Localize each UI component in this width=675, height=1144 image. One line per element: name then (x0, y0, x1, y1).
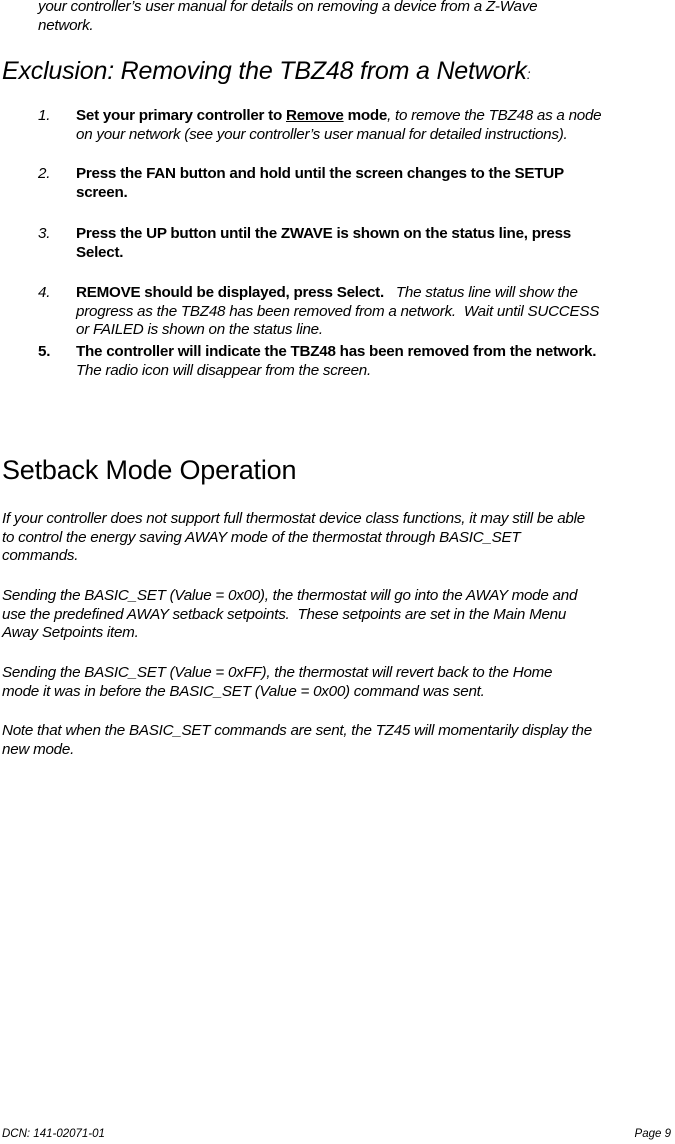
text-line: mode it was in before the BASIC_SET (Value = 0x00) command was sent. (2, 682, 485, 700)
step-number: 1. (38, 107, 51, 124)
text-line: Sending the BASIC_SET (Value = 0x00), the thermostat will go into the AWAY mode and (2, 587, 578, 604)
setback-paragraph (0, 664, 675, 701)
text-line: your controller’s user manual for details on removing a device from a Z-Wave (38, 0, 538, 15)
step-bold-text: screen. (76, 183, 128, 201)
step-number: 2. (38, 165, 51, 182)
text-line: If your controller does not support full thermostat device class functions, it may still be able (2, 510, 585, 527)
text-line: Sending the BASIC_SET (Value = 0xFF), the thermostat will revert back to the Home (2, 664, 553, 681)
text-line: to control the energy saving AWAY mode of the thermostat through BASIC_SET (2, 528, 521, 546)
step-italic-text: , to remove the TBZ48 as a node (387, 107, 602, 124)
step-2 (0, 165, 675, 202)
step-3 (0, 225, 675, 262)
step-bold-text: The controller will indicate the TBZ48 has been removed from the network. (76, 343, 597, 360)
step-italic-text: progress as the TBZ48 has been removed from a network. Wait until SUCCESS (76, 302, 600, 320)
intro-text (0, 0, 675, 35)
setback-heading: Setback Mode Operation (2, 455, 297, 485)
step-bold-text: mode (343, 107, 388, 124)
heading-text: Exclusion: Removing the TBZ48 from a Network (2, 57, 527, 85)
step-bold-text: Set your primary controller to (76, 107, 286, 124)
step-italic-text: The radio icon will disappear from the screen. (76, 361, 371, 379)
footer-page-number: Page 9 (634, 1128, 671, 1140)
step-5 (0, 343, 675, 380)
setback-paragraph (0, 722, 675, 759)
footer-dcn: DCN: 141-02071-01 (2, 1128, 105, 1140)
step-bold-text: REMOVE should be displayed, press Select. (76, 284, 384, 301)
heading-colon: : (526, 66, 531, 82)
step-number: 3. (38, 225, 51, 242)
text-line: commands. (2, 547, 79, 565)
setback-paragraph (0, 510, 675, 566)
step-italic-text: or FAILED is shown on the status line. (76, 321, 323, 339)
step-4 (0, 284, 675, 340)
text-line: Away Setpoints item. (2, 624, 139, 642)
step-1 (0, 107, 675, 144)
step-number: 5. (38, 343, 51, 360)
text-line: new mode. (2, 740, 75, 758)
setback-paragraph (0, 587, 675, 643)
step-bold-text: Press the FAN button and hold until the screen changes to the SETUP (76, 165, 564, 182)
text-line: use the predefined AWAY setback setpoints. These setpoints are set in the Main Menu (2, 605, 567, 623)
step-bold-text: Select. (76, 243, 124, 261)
text-line: Note that when the BASIC_SET commands are sent, the TZ45 will momentarily display the (2, 722, 592, 739)
exclusion-heading (2, 57, 530, 86)
step-number: 4. (38, 284, 51, 301)
step-italic-text: on your network (see your controller’s user manual for detailed instructions). (76, 125, 568, 143)
remove-underlined: Remove (286, 107, 344, 124)
step-italic-text: The status line will show the (383, 284, 578, 301)
text-line: network. (38, 16, 94, 34)
step-bold-text: Press the UP button until the ZWAVE is shown on the status line, press (76, 225, 572, 242)
